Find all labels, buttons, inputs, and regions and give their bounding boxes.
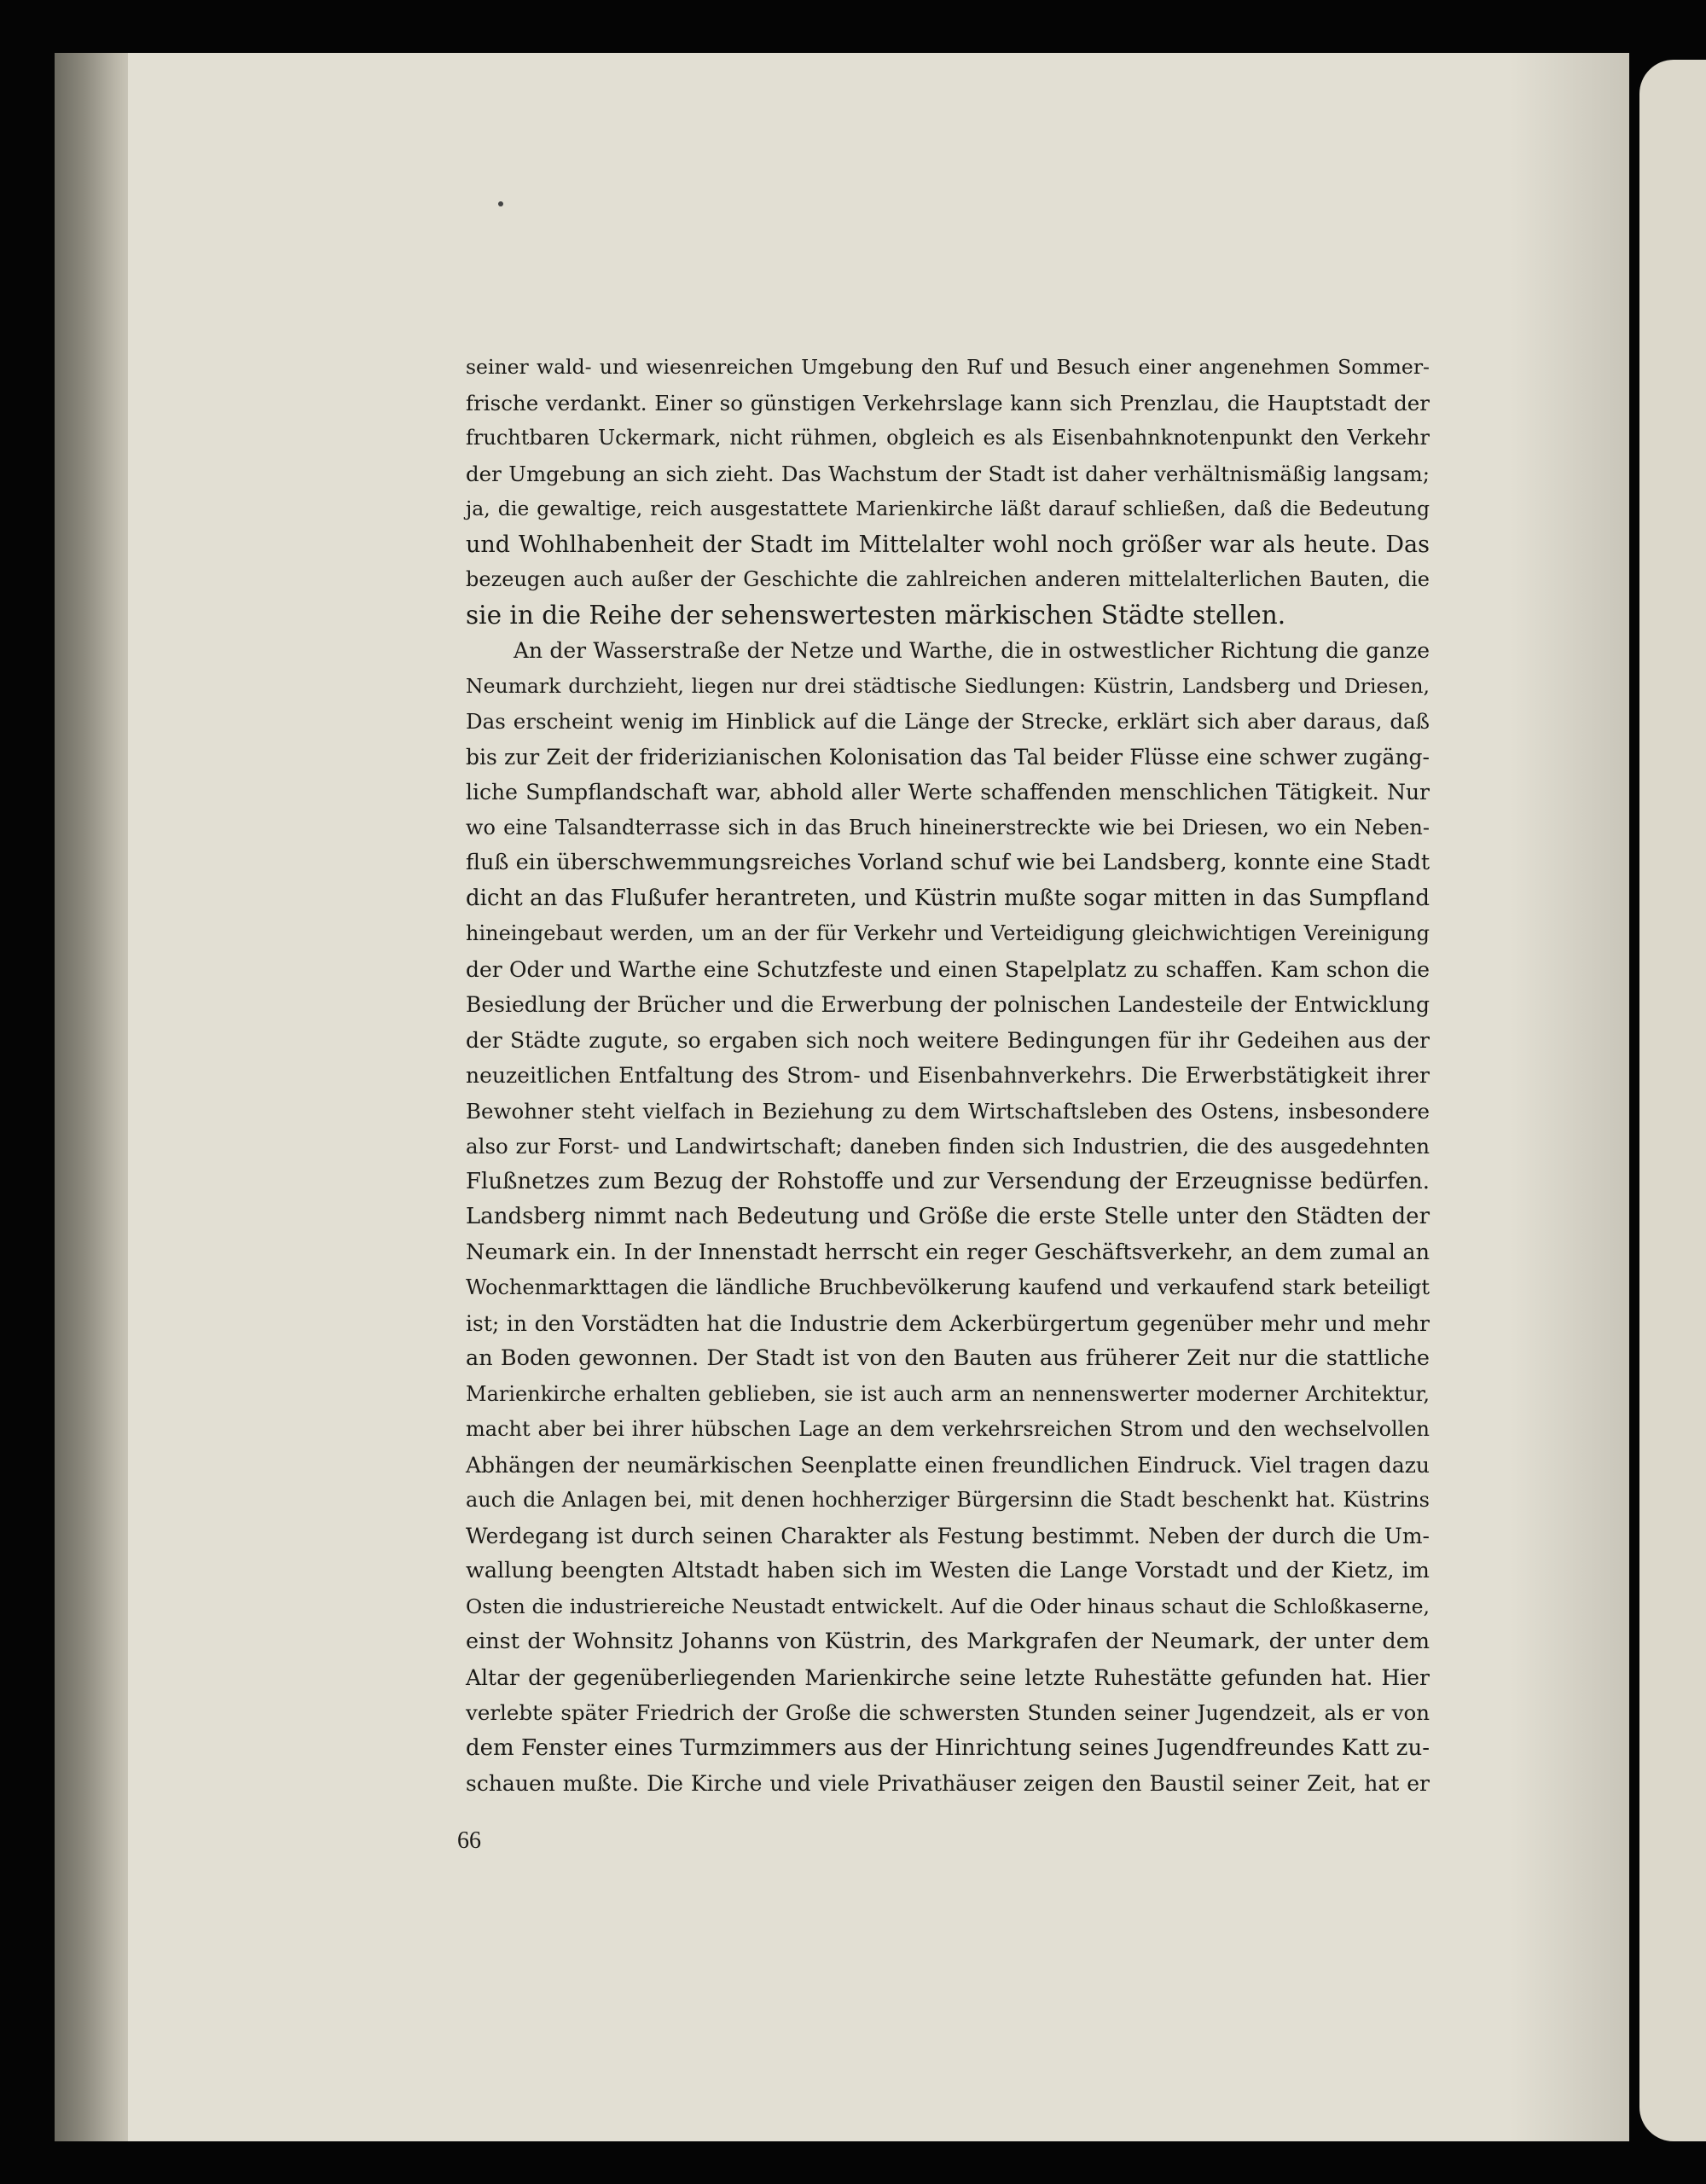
text-line: Neumark ein. In der Innenstadt herrscht ein reger Geschäftsverkehr, an dem zumal an [466, 1239, 1430, 1265]
text-line: Wochenmarkttagen die ländliche Bruchbevölkerung kaufend und verkaufend stark beteiligt [466, 1275, 1430, 1299]
text-line: an Boden gewonnen. Der Stadt ist von den Bauten aus früherer Zeit nur die stattliche [466, 1345, 1430, 1371]
text-line: Altar der gegenüberliegenden Marienkirche seine letzte Ruhestätte gefunden hat. Hier [466, 1664, 1430, 1690]
text-line: macht aber bei ihrer hübschen Lage an dem verkehrsreichen Strom und den wechselvollen [466, 1417, 1430, 1441]
text-line: liche Sumpflandschaft war, abhold aller Werte schaffenden menschlichen Tätigkeit. Nur [466, 780, 1430, 804]
text-line: Osten die industriereiche Neustadt entwickelt. Auf die Oder hinaus schaut die Schloßkaserne, [466, 1594, 1430, 1618]
paper-speck [498, 201, 503, 206]
text-line: ist; in den Vorstädten hat die Industrie dem Ackerbürgertum gegenüber mehr und mehr [466, 1310, 1430, 1336]
text-line: Landsberg nimmt nach Bedeutung und Größe die erste Stelle unter den Städten der [466, 1204, 1430, 1229]
text-line: Das erscheint wenig im Hinblick auf die Länge der Strecke, erklärt sich aber daraus, daß [466, 709, 1430, 734]
facing-page-edge [1639, 60, 1706, 2141]
text-line: wo eine Talsandterrasse sich in das Bruch hineinerstreckte wie bei Driesen, wo ein Neben- [466, 815, 1430, 839]
text-line: An der Wasserstraße der Netze und Warthe, die in ostwestlicher Richtung die ganze [514, 638, 1430, 663]
text-line: verlebte später Friedrich der Große die schwersten Stunden seiner Jugendzeit, als er von [466, 1700, 1430, 1725]
text-line: dicht an das Flußufer herantreten, und Küstrin mußte sogar mitten in das Sumpfland [466, 885, 1430, 911]
body-text [466, 350, 1430, 1802]
text-line: fruchtbaren Uckermark, nicht rühmen, obgleich es als Eisenbahnknotenpunkt den Verkehr [466, 426, 1430, 450]
text-line: sie in die Reihe der sehenswertesten märkischen Städte stellen. [466, 600, 1286, 630]
text-line: und Wohlhabenheit der Stadt im Mittelalter wohl noch größer war als heute. Das [466, 531, 1430, 558]
text-line: frische verdankt. Einer so günstigen Verkehrslage kann sich Prenzlau, die Hauptstadt der [466, 390, 1430, 415]
text-line: Besiedlung der Brücher und die Erwerbung der polnischen Landesteile der Entwicklung [466, 992, 1430, 1017]
text-line: Bewohner steht vielfach in Beziehung zu dem Wirtschaftsleben des Ostens, insbesondere [466, 1098, 1430, 1124]
text-line: der Städte zugute, so ergaben sich noch weitere Bedingungen für ihr Gedeihen aus der [466, 1027, 1430, 1053]
text-line: fluß ein überschwemmungsreiches Vorland schuf wie bei Landsberg, konnte eine Stadt [466, 850, 1430, 875]
text-line: Flußnetzes zum Bezug der Rohstoffe und zur Versendung der Erzeugnisse bedürfen. [466, 1168, 1430, 1194]
text-line: Werdegang ist durch seinen Charakter als Festung bestimmt. Neben der durch die Um- [466, 1523, 1430, 1548]
book-page-edges [55, 53, 140, 2141]
text-line: schauen mußte. Die Kirche und viele Privathäuser zeigen den Baustil seiner Zeit, hat er [466, 1771, 1430, 1796]
text-line: einst der Wohnsitz Johanns von Küstrin, des Markgrafen der Neumark, der unter dem [466, 1629, 1430, 1654]
text-line: auch die Anlagen bei, mit denen hochherziger Bürgersinn die Stadt beschenkt hat. Küstrins [466, 1488, 1430, 1512]
text-line: ja, die gewaltige, reich ausgestattete Marienkirche läßt darauf schließen, daß die Bedeutung [466, 497, 1430, 520]
page-number: 66 [457, 1827, 481, 1854]
text-line: der Oder und Warthe eine Schutzfeste und einen Stapelplatz zu schaffen. Kam schon die [466, 956, 1430, 982]
text-line: wallung beengten Altstadt haben sich im Westen die Lange Vorstadt und der Kietz, im [466, 1558, 1430, 1583]
text-line: Abhängen der neumärkischen Seenplatte einen freundlichen Eindruck. Viel tragen dazu [466, 1452, 1430, 1478]
text-line: bis zur Zeit der friderizianischen Kolonisation das Tal beider Flüsse eine schwer zugäng- [466, 744, 1430, 770]
text-line: der Umgebung an sich zieht. Das Wachstum der Stadt ist daher verhältnismäßig langsam; [466, 461, 1430, 486]
text-line: bezeugen auch außer der Geschichte die zahlreichen anderen mittelalterlichen Bauten, die [466, 567, 1430, 591]
gutter-shadow [1510, 53, 1629, 2141]
text-line: seiner wald- und wiesenreichen Umgebung den Ruf und Besuch einer angenehmen Sommer- [466, 355, 1430, 379]
text-line: Neumark durchzieht, liegen nur drei städtische Siedlungen: Küstrin, Landsberg und Driesen, [466, 673, 1430, 698]
text-line: dem Fenster eines Turmzimmers aus der Hinrichtung seines Jugendfreundes Katt zu- [466, 1734, 1430, 1761]
text-line: neuzeitlichen Entfaltung des Strom- und Eisenbahnverkehrs. Die Erwerbstätigkeit ihrer [466, 1063, 1430, 1088]
text-line: hineingebaut werden, um an der für Verkehr und Verteidigung gleichwichtigen Vereinigung [466, 921, 1430, 945]
text-line: also zur Forst- und Landwirtschaft; daneben finden sich Industrien, die des ausgedehnten [466, 1134, 1430, 1159]
text-line: Marienkirche erhalten geblieben, sie ist auch arm an nennenswerter moderner Architektur, [466, 1381, 1430, 1406]
